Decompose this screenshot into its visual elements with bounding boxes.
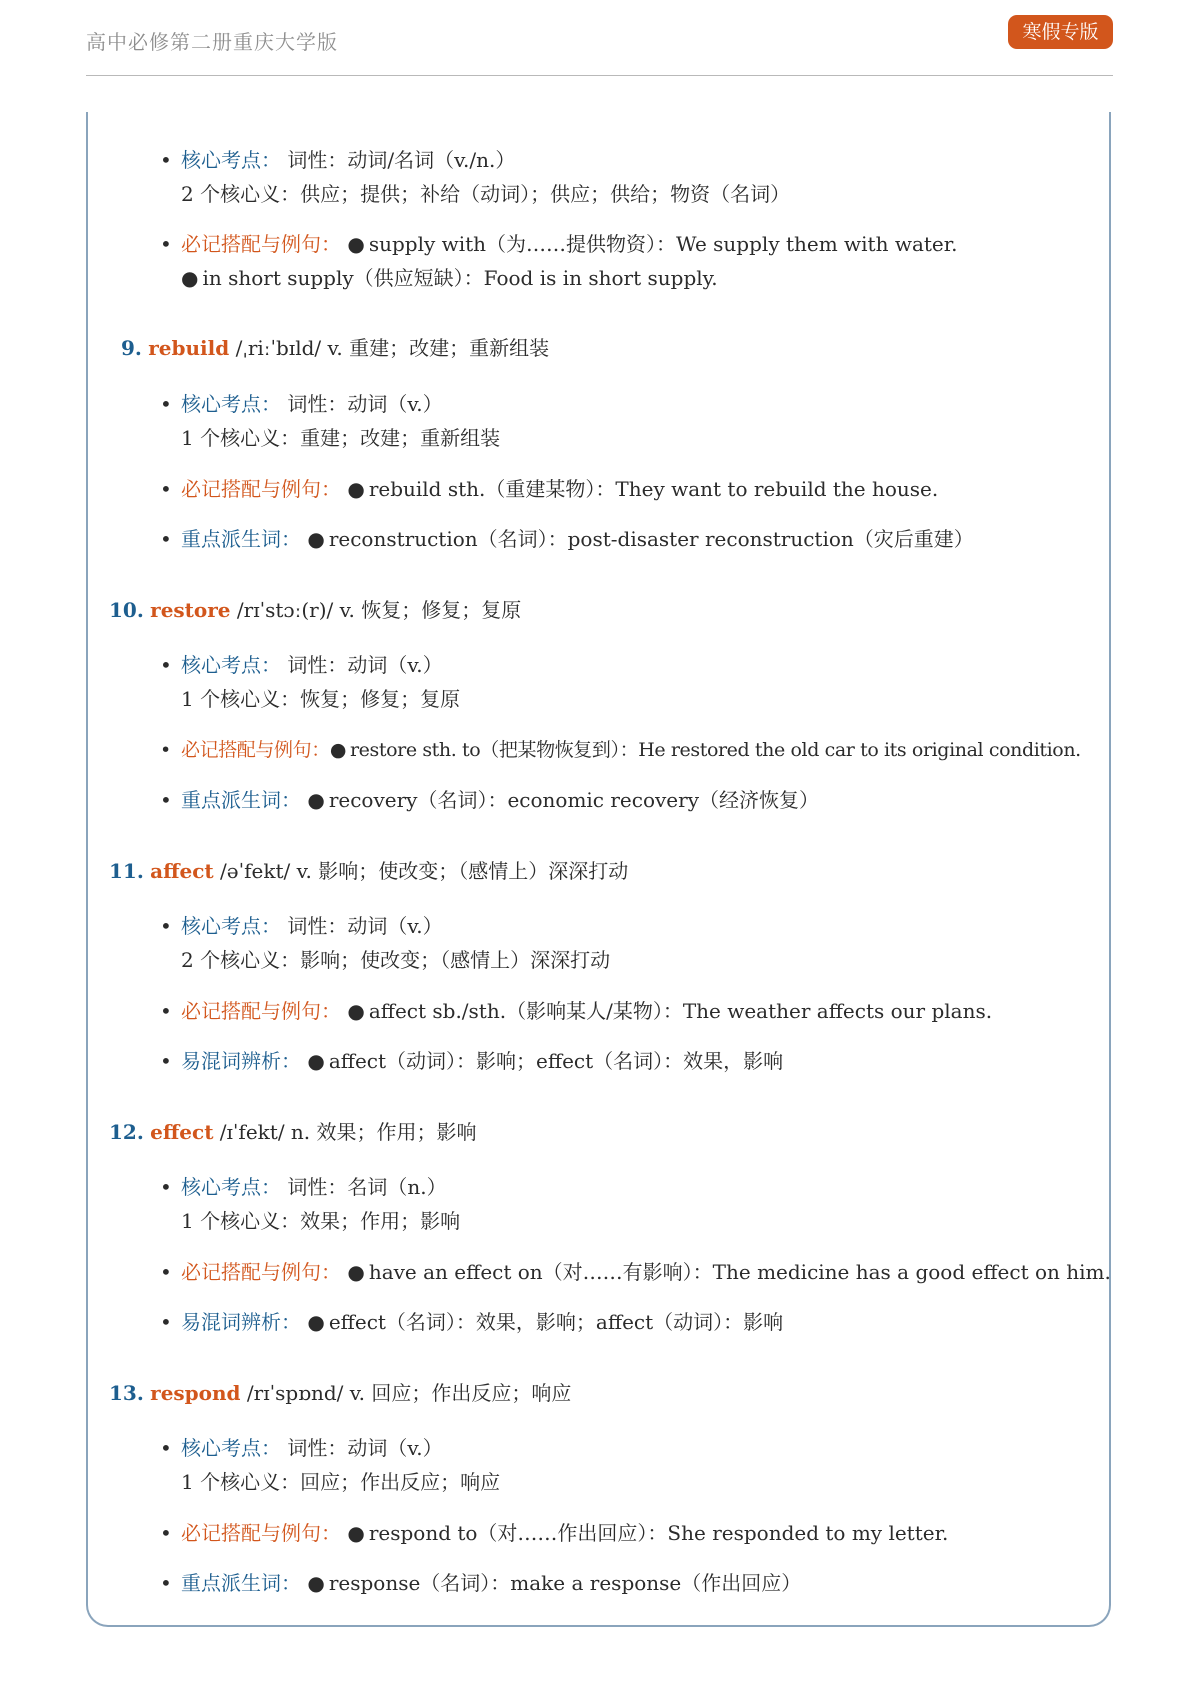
part-of-speech: 词性：动词（v.）: [287, 653, 443, 677]
core-points: [160, 145, 515, 175]
core-points: [160, 1433, 443, 1463]
collocation-label: 必记搭配与例句：: [181, 232, 341, 256]
core-points: [160, 389, 443, 419]
confusable-label: 易混词辨析：: [181, 1310, 301, 1334]
entry-number: 9.: [121, 336, 142, 360]
dot-icon: ●: [347, 999, 365, 1023]
confusable-example: affect（动词）：影响；effect（名词）：效果，影响: [328, 1049, 784, 1073]
confusable-words: [160, 1046, 783, 1076]
headword: effect: [150, 1120, 214, 1144]
collocation-label: 必记搭配与例句：: [181, 739, 330, 761]
core-meanings: 1 个核心义：效果；作用；影响: [181, 1209, 461, 1233]
page-header-title: 高中必修第二册重庆大学版: [86, 30, 338, 54]
core-meanings: 1 个核心义：回应；作出反应；响应: [181, 1470, 501, 1494]
pronunciation-and-gloss: /ɪˈfekt/ n. 效果；作用；影响: [219, 1120, 477, 1144]
core-meanings: 2 个核心义：供应；提供；补给（动词）；供应；供给；物资（名词）: [181, 182, 791, 206]
derived-words: [160, 1568, 801, 1598]
derived-label: 重点派生词：: [181, 788, 301, 812]
headword: restore: [150, 598, 231, 622]
core-meanings: 1 个核心义：恢复；修复；复原: [181, 687, 461, 711]
core-label: 核心考点：: [181, 148, 281, 172]
bullet-icon: •: [160, 1436, 172, 1460]
bullet-icon: •: [160, 477, 172, 501]
part-of-speech: 词性：名词（n.）: [287, 1175, 447, 1199]
word-entry-heading: [121, 333, 549, 363]
dot-icon: ●: [347, 477, 365, 501]
dot-icon: ●: [307, 1310, 325, 1334]
dot-icon: ●: [347, 232, 365, 256]
collocation-label: 必记搭配与例句：: [181, 477, 341, 501]
dot-icon: ●: [329, 739, 346, 761]
collocation-2: [181, 263, 718, 293]
headword: affect: [150, 859, 214, 883]
bullet-icon: •: [160, 527, 172, 551]
bullet-icon: •: [160, 914, 172, 938]
part-of-speech: 词性：动词（v.）: [287, 392, 443, 416]
dot-icon: ●: [347, 1260, 365, 1284]
core-points: [160, 911, 443, 941]
pronunciation-and-gloss: /rɪˈstɔː(r)/ v. 恢复；修复；复原: [236, 598, 522, 622]
collocation-example: rebuild sth.（重建某物）：They want to rebuild the house.: [368, 477, 939, 501]
derived-example: reconstruction（名词）：post-disaster reconstruction（灾后重建）: [328, 527, 974, 551]
pronunciation-and-gloss: /əˈfekt/ v. 影响；使改变；（感情上）深深打动: [220, 859, 629, 883]
bullet-icon: •: [160, 1571, 172, 1595]
core-label: 核心考点：: [181, 653, 281, 677]
bullet-icon: •: [160, 1521, 172, 1545]
core-label: 核心考点：: [181, 392, 281, 416]
collocation-example: in short supply（供应短缺）：Food is in short supply.: [202, 266, 718, 290]
collocation-example: have an effect on（对……有影响）：The medicine has a good effect on him.: [368, 1260, 1111, 1284]
entry-number: 11.: [109, 859, 144, 883]
core-label: 核心考点：: [181, 1436, 281, 1460]
collocation: [160, 996, 992, 1026]
core-meanings: 2 个核心义：影响；使改变；（感情上）深深打动: [181, 948, 611, 972]
part-of-speech: 词性：动词（v.）: [287, 914, 443, 938]
headword: respond: [150, 1381, 241, 1405]
core-points: [160, 1172, 447, 1202]
part-of-speech: 词性：动词（v.）: [287, 1436, 443, 1460]
derived-label: 重点派生词：: [181, 1571, 301, 1595]
entry-number: 13.: [109, 1381, 144, 1405]
collocation-example: supply with（为……提供物资）：We supply them with water.: [368, 232, 958, 256]
entry-number: 10.: [109, 598, 144, 622]
collocation-example: respond to（对……作出回应）：She responded to my letter.: [368, 1521, 949, 1545]
derived-words: [160, 524, 974, 554]
word-entry-heading: [109, 595, 521, 625]
pronunciation-and-gloss: /ˌriːˈbɪld/ v. 重建；改建；重新组装: [235, 336, 550, 360]
collocation-label: 必记搭配与例句：: [181, 1260, 341, 1284]
word-entry-heading: [109, 1378, 571, 1408]
bullet-icon: •: [160, 1310, 172, 1334]
core-meanings: 1 个核心义：重建；改建；重新组装: [181, 426, 501, 450]
dot-icon: ●: [347, 1521, 365, 1545]
entry-number: 12.: [109, 1120, 144, 1144]
collocation: [160, 1257, 1111, 1287]
bullet-icon: •: [160, 148, 172, 172]
headword: rebuild: [148, 336, 230, 360]
collocation: [160, 735, 1081, 765]
collocation-label: 必记搭配与例句：: [181, 1521, 341, 1545]
bullet-icon: •: [160, 999, 172, 1023]
bullet-icon: •: [160, 739, 171, 761]
collocation-example: restore sth. to（把某物恢复到）：He restored the old car to its original condition.: [350, 739, 1081, 761]
collocation: [160, 229, 957, 259]
bullet-icon: •: [160, 1049, 172, 1073]
core-label: 核心考点：: [181, 1175, 281, 1199]
dot-icon: ●: [307, 1571, 325, 1595]
dot-icon: ●: [307, 527, 325, 551]
derived-example: recovery（名词）：economic recovery（经济恢复）: [328, 788, 819, 812]
word-entry-heading: [109, 856, 628, 886]
pronunciation-and-gloss: /rɪˈspɒnd/ v. 回应；作出反应；响应: [246, 1381, 572, 1405]
confusable-example: effect（名词）：效果，影响；affect（动词）：影响: [328, 1310, 784, 1334]
collocation: [160, 1518, 948, 1548]
dot-icon: ●: [307, 788, 325, 812]
confusable-words: [160, 1307, 783, 1337]
bullet-icon: •: [160, 788, 172, 812]
derived-example: response（名词）：make a response（作出回应）: [328, 1571, 802, 1595]
word-entry-heading: [109, 1117, 477, 1147]
derived-words: [160, 785, 819, 815]
collocation-label: 必记搭配与例句：: [181, 999, 341, 1023]
edition-badge: 寒假专版: [1008, 15, 1113, 49]
part-of-speech: 词性：动词/名词（v./n.）: [287, 148, 516, 172]
dot-icon: ●: [307, 1049, 325, 1073]
confusable-label: 易混词辨析：: [181, 1049, 301, 1073]
collocation: [160, 474, 938, 504]
bullet-icon: •: [160, 1260, 172, 1284]
bullet-icon: •: [160, 232, 172, 256]
bullet-icon: •: [160, 653, 172, 677]
bullet-icon: •: [160, 1175, 172, 1199]
bullet-icon: •: [160, 392, 172, 416]
header-divider: [86, 75, 1113, 76]
dot-icon: ●: [181, 266, 199, 290]
core-label: 核心考点：: [181, 914, 281, 938]
derived-label: 重点派生词：: [181, 527, 301, 551]
core-points: [160, 650, 443, 680]
collocation-example: affect sb./sth.（影响某人/某物）：The weather affects our plans.: [368, 999, 993, 1023]
